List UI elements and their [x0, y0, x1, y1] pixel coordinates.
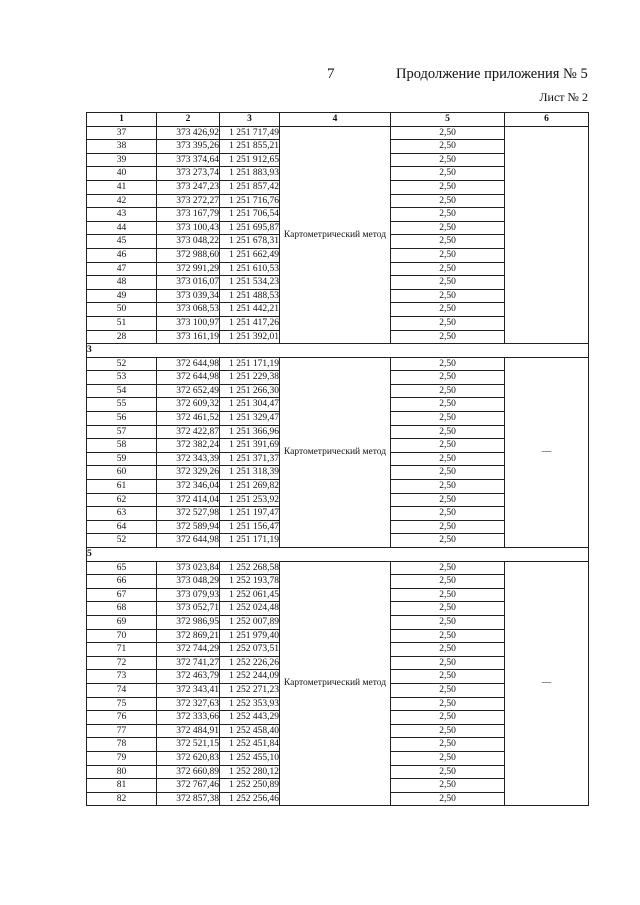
coordinate-y: 1 252 061,45	[220, 588, 280, 602]
accuracy-value: 2,50	[391, 221, 505, 235]
accuracy-value: 2,50	[391, 779, 505, 793]
method-cell: Картометрический метод	[280, 357, 391, 547]
column-header: 5	[391, 113, 505, 127]
coordinate-x: 373 052,71	[157, 602, 220, 616]
accuracy-value: 2,50	[391, 466, 505, 480]
accuracy-value: 2,50	[391, 425, 505, 439]
accuracy-value: 2,50	[391, 357, 505, 371]
point-number: 82	[87, 792, 157, 806]
coordinate-x: 373 068,53	[157, 303, 220, 317]
coordinate-y: 1 251 883,93	[220, 167, 280, 181]
coordinate-y: 1 252 007,89	[220, 615, 280, 629]
coordinate-x: 373 048,22	[157, 235, 220, 249]
coordinate-y: 1 251 156,47	[220, 520, 280, 534]
point-number: 55	[87, 398, 157, 412]
coordinate-y: 1 251 171,19	[220, 534, 280, 548]
section-row	[87, 548, 589, 562]
coordinate-x: 372 741,27	[157, 656, 220, 670]
coordinate-x: 372 589,94	[157, 520, 220, 534]
coordinate-y: 1 252 280,12	[220, 765, 280, 779]
point-number: 76	[87, 711, 157, 725]
coordinate-y: 1 251 442,21	[220, 303, 280, 317]
accuracy-value: 2,50	[391, 208, 505, 222]
point-number: 63	[87, 507, 157, 521]
coordinate-x: 372 988,60	[157, 248, 220, 262]
coordinate-x: 372 521,15	[157, 738, 220, 752]
accuracy-value: 2,50	[391, 643, 505, 657]
coordinate-x: 372 609,32	[157, 398, 220, 412]
coordinate-x: 372 382,24	[157, 439, 220, 453]
appendix-title: Продолжение приложения № 5	[396, 66, 588, 82]
point-number: 56	[87, 412, 157, 426]
coordinate-y: 1 252 271,23	[220, 683, 280, 697]
point-number: 75	[87, 697, 157, 711]
point-number: 47	[87, 262, 157, 276]
coordinate-y: 1 251 857,42	[220, 180, 280, 194]
coordinate-y: 1 252 226,26	[220, 656, 280, 670]
accuracy-value: 2,50	[391, 371, 505, 385]
column-6-cell: —	[505, 561, 589, 806]
coordinate-x: 372 422,87	[157, 425, 220, 439]
table-row	[87, 561, 589, 575]
table-row	[87, 126, 589, 140]
point-number: 28	[87, 330, 157, 344]
point-number: 41	[87, 180, 157, 194]
coordinate-y: 1 251 366,96	[220, 425, 280, 439]
coordinate-y: 1 251 229,38	[220, 371, 280, 385]
accuracy-value: 2,50	[391, 180, 505, 194]
accuracy-value: 2,50	[391, 452, 505, 466]
point-number: 57	[87, 425, 157, 439]
coordinate-y: 1 252 244,09	[220, 670, 280, 684]
coordinate-y: 1 251 855,21	[220, 140, 280, 154]
method-cell: Картометрический метод	[280, 126, 391, 344]
accuracy-value: 2,50	[391, 126, 505, 140]
method-cell: Картометрический метод	[280, 561, 391, 806]
coordinate-y: 1 251 329,47	[220, 412, 280, 426]
coordinate-y: 1 251 266,30	[220, 384, 280, 398]
coordinate-y: 1 251 197,47	[220, 507, 280, 521]
coordinate-x: 372 329,26	[157, 466, 220, 480]
point-number: 40	[87, 167, 157, 181]
accuracy-value: 2,50	[391, 602, 505, 616]
point-number: 71	[87, 643, 157, 657]
point-number: 79	[87, 751, 157, 765]
coordinate-y: 1 251 318,39	[220, 466, 280, 480]
coordinate-x: 372 527,98	[157, 507, 220, 521]
coordinate-x: 373 079,93	[157, 588, 220, 602]
accuracy-value: 2,50	[391, 303, 505, 317]
coordinate-x: 373 100,43	[157, 221, 220, 235]
accuracy-value: 2,50	[391, 683, 505, 697]
coordinate-y: 1 251 716,76	[220, 194, 280, 208]
coordinate-y: 1 252 250,89	[220, 779, 280, 793]
section-label: 5	[87, 548, 589, 562]
coordinate-x: 372 857,38	[157, 792, 220, 806]
coordinate-y: 1 251 695,87	[220, 221, 280, 235]
point-number: 74	[87, 683, 157, 697]
coordinate-x: 373 016,07	[157, 276, 220, 290]
accuracy-value: 2,50	[391, 289, 505, 303]
point-number: 64	[87, 520, 157, 534]
point-number: 39	[87, 153, 157, 167]
coordinate-y: 1 251 371,37	[220, 452, 280, 466]
accuracy-value: 2,50	[391, 316, 505, 330]
coordinate-x: 373 039,34	[157, 289, 220, 303]
coordinate-x: 372 414,04	[157, 493, 220, 507]
column-header: 4	[280, 113, 391, 127]
coordinate-y: 1 251 706,54	[220, 208, 280, 222]
coordinate-x: 373 167,79	[157, 208, 220, 222]
point-number: 70	[87, 629, 157, 643]
coordinate-y: 1 252 455,10	[220, 751, 280, 765]
coordinate-y: 1 252 458,40	[220, 724, 280, 738]
coordinate-y: 1 252 353,93	[220, 697, 280, 711]
point-number: 78	[87, 738, 157, 752]
point-number: 60	[87, 466, 157, 480]
point-number: 81	[87, 779, 157, 793]
coordinate-y: 1 252 268,58	[220, 561, 280, 575]
coordinate-y: 1 252 256,46	[220, 792, 280, 806]
point-number: 61	[87, 480, 157, 494]
coordinate-x: 372 767,46	[157, 779, 220, 793]
accuracy-value: 2,50	[391, 480, 505, 494]
point-number: 72	[87, 656, 157, 670]
coordinate-y: 1 251 488,53	[220, 289, 280, 303]
coordinate-x: 372 461,52	[157, 412, 220, 426]
accuracy-value: 2,50	[391, 656, 505, 670]
point-number: 65	[87, 561, 157, 575]
column-header: 3	[220, 113, 280, 127]
accuracy-value: 2,50	[391, 575, 505, 589]
accuracy-value: 2,50	[391, 398, 505, 412]
section-row	[87, 344, 589, 358]
sheet-label: Лист № 2	[539, 90, 588, 104]
accuracy-value: 2,50	[391, 194, 505, 208]
point-number: 42	[87, 194, 157, 208]
point-number: 52	[87, 357, 157, 371]
coordinate-y: 1 251 269,82	[220, 480, 280, 494]
coordinate-y: 1 251 392,01	[220, 330, 280, 344]
coordinate-x: 372 484,91	[157, 724, 220, 738]
coordinate-y: 1 251 253,92	[220, 493, 280, 507]
coordinate-x: 372 660,89	[157, 765, 220, 779]
coordinate-y: 1 251 534,23	[220, 276, 280, 290]
section-label: 3	[87, 344, 589, 358]
point-number: 66	[87, 575, 157, 589]
point-number: 53	[87, 371, 157, 385]
accuracy-value: 2,50	[391, 561, 505, 575]
column-header: 1	[87, 113, 157, 127]
point-number: 46	[87, 248, 157, 262]
accuracy-value: 2,50	[391, 534, 505, 548]
accuracy-value: 2,50	[391, 670, 505, 684]
accuracy-value: 2,50	[391, 724, 505, 738]
point-number: 62	[87, 493, 157, 507]
coordinate-x: 372 991,29	[157, 262, 220, 276]
accuracy-value: 2,50	[391, 507, 505, 521]
point-number: 37	[87, 126, 157, 140]
accuracy-value: 2,50	[391, 167, 505, 181]
accuracy-value: 2,50	[391, 588, 505, 602]
coordinates-table	[86, 112, 589, 806]
point-number: 80	[87, 765, 157, 779]
coordinate-y: 1 251 678,31	[220, 235, 280, 249]
column-header: 2	[157, 113, 220, 127]
point-number: 43	[87, 208, 157, 222]
accuracy-value: 2,50	[391, 751, 505, 765]
accuracy-value: 2,50	[391, 629, 505, 643]
coordinate-y: 1 251 662,49	[220, 248, 280, 262]
point-number: 73	[87, 670, 157, 684]
coordinate-x: 373 374,64	[157, 153, 220, 167]
column-header: 6	[505, 113, 589, 127]
coordinate-y: 1 252 193,78	[220, 575, 280, 589]
coordinate-x: 372 644,98	[157, 357, 220, 371]
coordinate-y: 1 251 417,26	[220, 316, 280, 330]
accuracy-value: 2,50	[391, 330, 505, 344]
accuracy-value: 2,50	[391, 697, 505, 711]
point-number: 59	[87, 452, 157, 466]
coordinate-y: 1 251 912,65	[220, 153, 280, 167]
point-number: 44	[87, 221, 157, 235]
coordinate-y: 1 252 024,48	[220, 602, 280, 616]
column-6-cell: —	[505, 357, 589, 547]
coordinate-y: 1 252 443,29	[220, 711, 280, 725]
point-number: 68	[87, 602, 157, 616]
accuracy-value: 2,50	[391, 711, 505, 725]
accuracy-value: 2,50	[391, 792, 505, 806]
coordinate-x: 372 327,63	[157, 697, 220, 711]
coordinate-x: 372 986,95	[157, 615, 220, 629]
accuracy-value: 2,50	[391, 262, 505, 276]
coordinate-x: 372 652,49	[157, 384, 220, 398]
coordinate-x: 372 644,98	[157, 534, 220, 548]
coordinate-y: 1 251 610,53	[220, 262, 280, 276]
point-number: 52	[87, 534, 157, 548]
accuracy-value: 2,50	[391, 738, 505, 752]
accuracy-value: 2,50	[391, 384, 505, 398]
column-6-cell	[505, 126, 589, 344]
accuracy-value: 2,50	[391, 140, 505, 154]
coordinate-x: 373 161,19	[157, 330, 220, 344]
coordinate-x: 373 100,97	[157, 316, 220, 330]
coordinate-x: 373 247,23	[157, 180, 220, 194]
coordinate-y: 1 251 391,69	[220, 439, 280, 453]
point-number: 45	[87, 235, 157, 249]
coordinate-x: 372 644,98	[157, 371, 220, 385]
point-number: 54	[87, 384, 157, 398]
point-number: 51	[87, 316, 157, 330]
accuracy-value: 2,50	[391, 439, 505, 453]
accuracy-value: 2,50	[391, 615, 505, 629]
point-number: 49	[87, 289, 157, 303]
point-number: 69	[87, 615, 157, 629]
point-number: 38	[87, 140, 157, 154]
accuracy-value: 2,50	[391, 520, 505, 534]
coordinate-x: 372 463,79	[157, 670, 220, 684]
coordinate-y: 1 251 171,19	[220, 357, 280, 371]
accuracy-value: 2,50	[391, 235, 505, 249]
coordinates-table-body	[87, 113, 589, 806]
accuracy-value: 2,50	[391, 493, 505, 507]
coordinate-x: 372 333,66	[157, 711, 220, 725]
accuracy-value: 2,50	[391, 248, 505, 262]
accuracy-value: 2,50	[391, 153, 505, 167]
coordinate-y: 1 252 073,51	[220, 643, 280, 657]
point-number: 50	[87, 303, 157, 317]
coordinate-x: 372 343,39	[157, 452, 220, 466]
coordinate-x: 372 869,21	[157, 629, 220, 643]
point-number: 77	[87, 724, 157, 738]
page-number: 7	[327, 66, 335, 82]
accuracy-value: 2,50	[391, 412, 505, 426]
header-row	[87, 113, 589, 127]
coordinate-x: 372 346,04	[157, 480, 220, 494]
coordinate-x: 372 744,29	[157, 643, 220, 657]
coordinate-y: 1 252 451,84	[220, 738, 280, 752]
coordinate-y: 1 251 304,47	[220, 398, 280, 412]
coordinate-x: 372 343,41	[157, 683, 220, 697]
coordinate-x: 373 048,29	[157, 575, 220, 589]
point-number: 48	[87, 276, 157, 290]
coordinate-x: 373 023,84	[157, 561, 220, 575]
accuracy-value: 2,50	[391, 276, 505, 290]
coordinate-x: 373 395,26	[157, 140, 220, 154]
coordinate-x: 373 426,92	[157, 126, 220, 140]
coordinate-y: 1 251 717,49	[220, 126, 280, 140]
coordinate-x: 372 620,83	[157, 751, 220, 765]
point-number: 58	[87, 439, 157, 453]
coordinate-x: 373 273,74	[157, 167, 220, 181]
coordinate-x: 373 272,27	[157, 194, 220, 208]
accuracy-value: 2,50	[391, 765, 505, 779]
coordinate-y: 1 251 979,40	[220, 629, 280, 643]
table-row	[87, 357, 589, 371]
point-number: 67	[87, 588, 157, 602]
